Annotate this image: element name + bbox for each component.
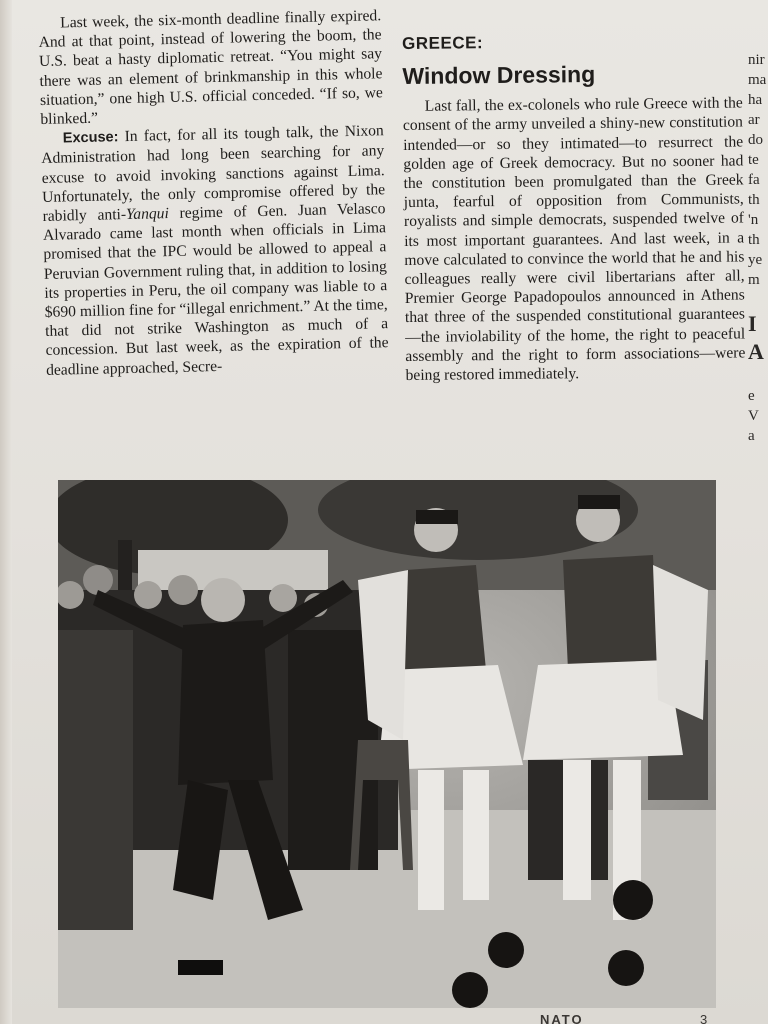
fragment-line: 'n	[748, 212, 759, 228]
fragment-line: a	[748, 428, 755, 444]
page-number: 3	[700, 1012, 708, 1024]
paragraph-excuse-text-a: In fact, for all its tough talk, the Nixon Administration had long been searching for any excuse to avoid invoking sanctions against Lima. Unfortunately, the only compromise offered by the rabidly anti-	[41, 122, 386, 225]
fragment-line: th	[748, 192, 760, 208]
fragment-line: V	[748, 408, 759, 424]
article-headline: Window Dressing	[402, 61, 596, 90]
fragment-line: th	[748, 232, 760, 248]
fragment-line	[748, 366, 768, 386]
paragraph-excuse	[41, 121, 390, 379]
paragraph-excuse-text-b: regime of Gen. Juan Velasco Alvarado came last month when officials in Lima promised that the IPC would be allowed to appeal a Peruvian Government ruling that, in addition to losing its properties in Peru, the oil company was liable to a $690 million fine for “illegal enrichment.” At the time, that did not strike Washington as much of a concession. But last week, as the expiration of the deadline approached, Secre-	[42, 200, 389, 379]
fragment-line: I	[748, 311, 757, 336]
article-column-right-cropped	[748, 50, 768, 446]
news-photo-dancers	[58, 480, 716, 1008]
fragment-line: ha	[748, 92, 763, 108]
paragraph-greece: Last fall, the ex-colonels who rule Greece with the consent of the army unveiled a shiny-new constitution intended—or so they intimated—to resurrect the golden age of Greek democracy. But no sooner had the constitution been promulgated than the Greek junta, fearful of opposition from Communists, royalists and simple democrats, suspended twelve of its most important guarantees. And last week, in a move calculated to convince the world that he and his colleagues really were civil libertarians after all, Premier George Papadopoulos announced in Athens that three of the suspended constitutional guarantees—the inviolability of the home, the right to peaceful assembly and the right to form associations—were being restored immediately.	[402, 94, 746, 385]
fragment-line: te	[748, 152, 759, 168]
photo-illustration	[58, 480, 716, 1008]
fragment-line: do	[748, 132, 763, 148]
paragraph-deadline: Last week, the six-month deadline finally expired. And at that point, instead of lowering the boom, the U.S. beat a hasty diplomatic retreat. “You might say there was an element of brinkmanship in this whole situation,” one high U.S. official conceded. “If so, we blinked.”	[38, 7, 384, 128]
fragment-line: m	[748, 272, 760, 288]
article-column-greece	[402, 30, 746, 385]
fragment-line: e	[748, 388, 755, 404]
fragment-line: fa	[748, 172, 760, 188]
running-footer-text: NATO	[540, 1012, 584, 1024]
article-column-left	[38, 6, 389, 380]
page-edge-shadow	[0, 0, 12, 1024]
section-kicker: GREECE:	[402, 33, 484, 53]
fragment-line: A	[748, 339, 764, 364]
fragment-line: ar	[748, 112, 760, 128]
fragment-line	[748, 290, 768, 310]
fragment-line: nir	[748, 52, 765, 68]
fragment-line: ma	[748, 72, 767, 88]
fragment-line: ye	[748, 252, 763, 268]
subhead-excuse: Excuse:	[62, 129, 119, 147]
italic-yanqui: Yanqui	[125, 205, 170, 224]
